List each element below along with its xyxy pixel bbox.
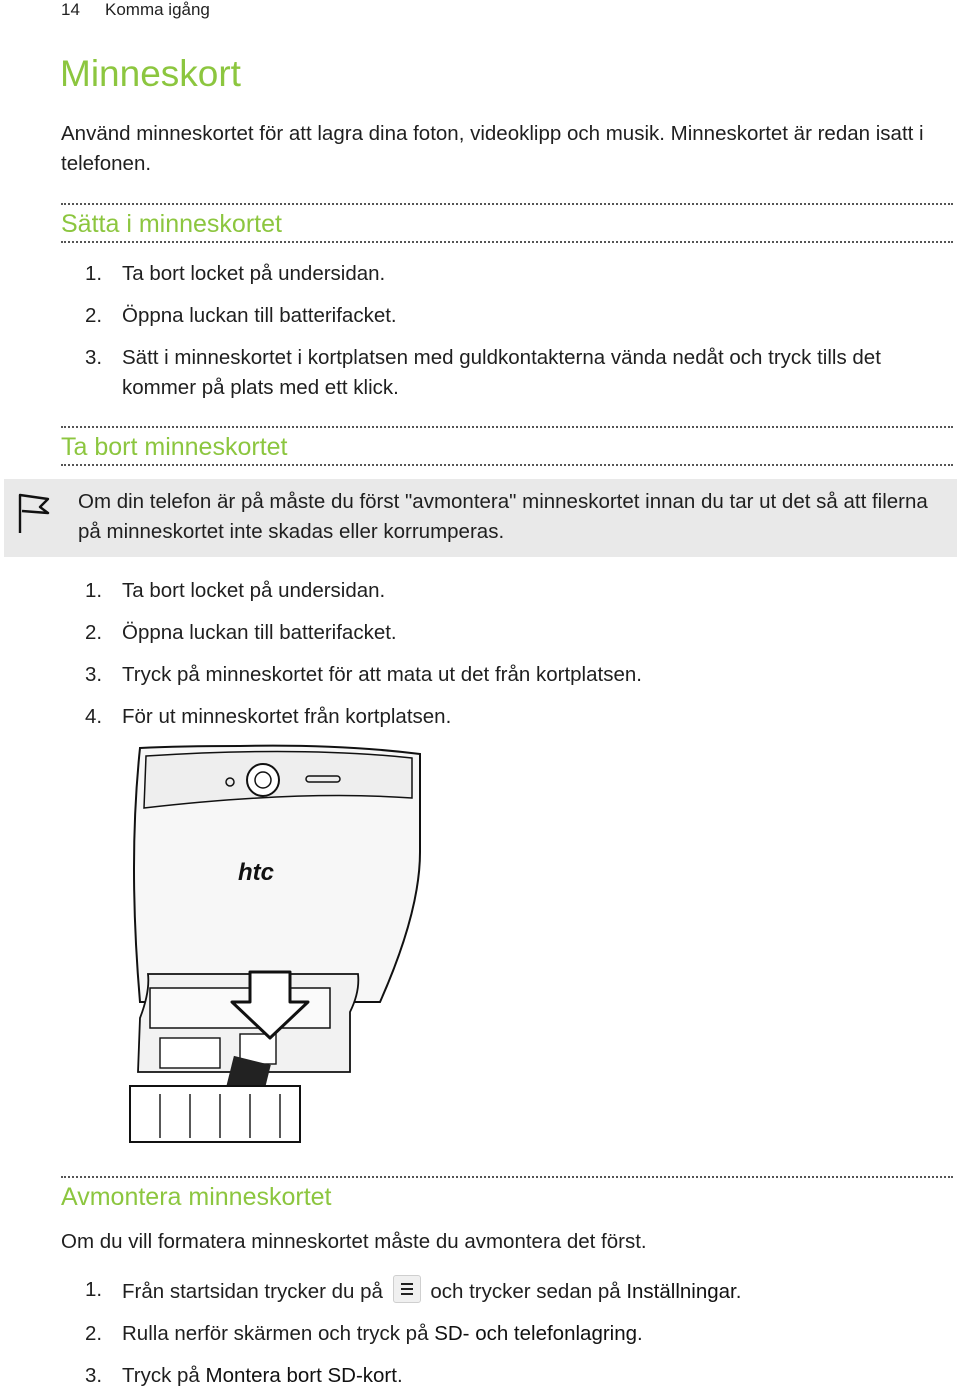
- list-item: 2. Rulla nerför skärmen och tryck på SD- och telefonlagring.: [85, 1322, 643, 1345]
- page-number: 14: [61, 0, 80, 19]
- insert-steps: [61, 259, 941, 403]
- page-header: [61, 0, 210, 20]
- list-item: 4. För ut minneskortet från kortplatsen.: [85, 705, 452, 728]
- note-text: Om din telefon är på måste du först "avmontera" minneskortet innan du tar ut det så att filerna på minneskortet inte skadas eller korrumperas.: [78, 490, 928, 543]
- header-section: Komma igång: [105, 0, 210, 19]
- settings-label: Inställningar: [626, 1280, 736, 1303]
- htc-logo: htc: [238, 859, 274, 886]
- section-heading-insert: Sätta i minneskortet: [61, 203, 953, 243]
- note-box: [4, 479, 957, 557]
- flag-icon: [16, 491, 52, 535]
- list-item: 2. Öppna luckan till batterifacket.: [85, 621, 397, 644]
- list-item: 1. Ta bort locket på undersidan.: [85, 579, 386, 602]
- phone-illustration: [120, 742, 430, 1152]
- list-item: 1. Från startsidan trycker du på och trycker sedan på Inställningar.: [61, 1275, 941, 1307]
- sd-storage-label: SD- och telefonlagring: [434, 1322, 638, 1345]
- section-heading-unmount: Avmontera minneskortet: [61, 1176, 953, 1214]
- intro-paragraph: Använd minneskortet för att lagra dina foton, videoklipp och musik. Minneskortet är redan isatt i telefonen.: [61, 122, 924, 175]
- list-item: 3. Sätt i minneskortet i kortplatsen med guldkontakterna vända nedåt och tryck tills det kommer på plats med ett klick.: [85, 346, 881, 399]
- menu-icon: [393, 1275, 421, 1303]
- unmount-intro: Om du vill formatera minneskortet måste du avmontera det först.: [61, 1230, 647, 1253]
- page-title: Minneskort: [60, 53, 241, 94]
- unmount-steps: [61, 1275, 941, 1391]
- list-item: 2. Öppna luckan till batterifacket.: [85, 304, 397, 327]
- remove-steps: [61, 576, 941, 732]
- section-heading-remove: Ta bort minneskortet: [61, 426, 953, 466]
- unmount-sd-label: Montera bort SD-kort: [205, 1364, 397, 1387]
- list-item: 3. Tryck på Montera bort SD-kort.: [85, 1364, 403, 1387]
- list-item: 1. Ta bort locket på undersidan.: [85, 262, 386, 285]
- list-item: 3. Tryck på minneskortet för att mata ut det från kortplatsen.: [85, 663, 642, 686]
